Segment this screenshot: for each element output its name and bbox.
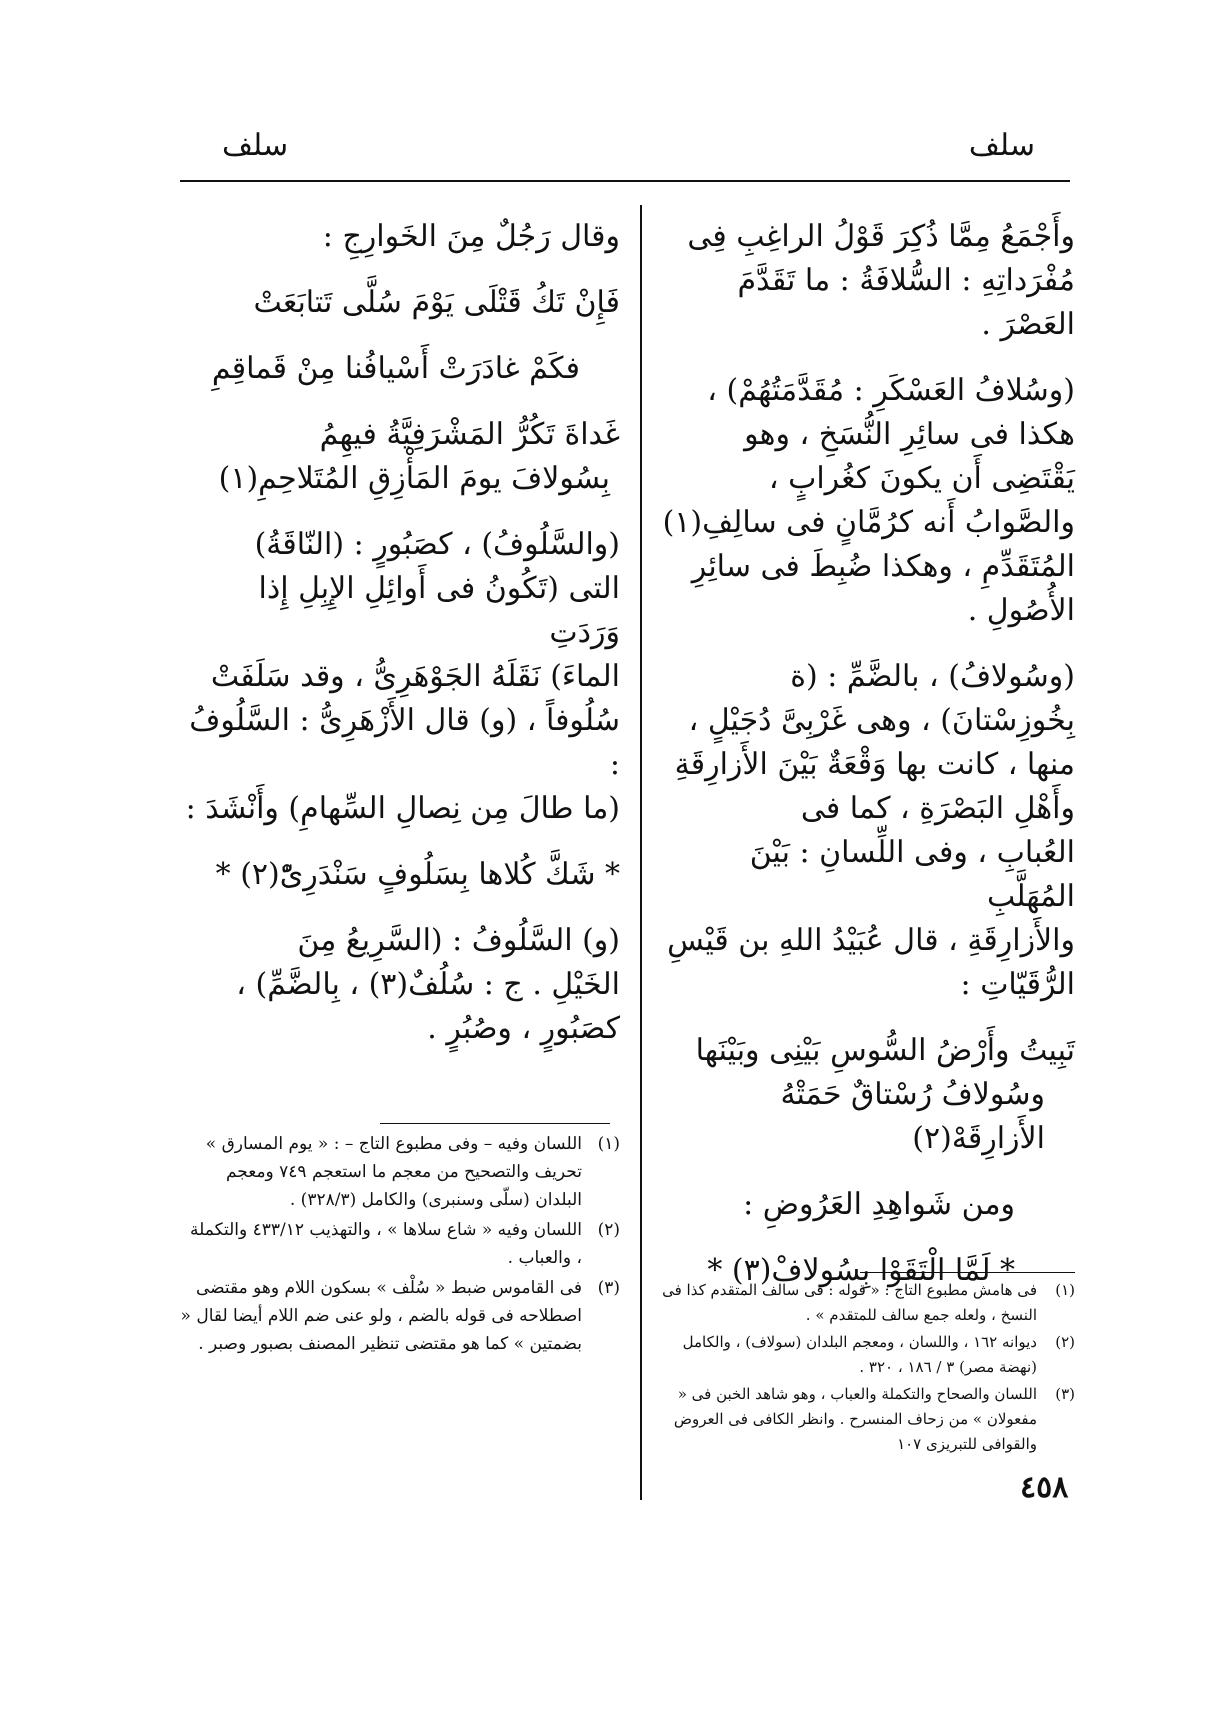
text-line: وأَجْمَعُ مِمَّا ذُكِرَ قَوْلُ الراغِبِ فِى (687, 219, 1075, 254)
footnote-text: اللسان والصحاح والتكملة والعباب ، وهو شاهد الخبن فى « مفعولان » من زحاف المنسرح . وانظر الكافى فى العروض والقوافى للتبريزى ١٠٧ (673, 1385, 1037, 1453)
footnote (660, 1382, 1075, 1457)
verse-line: غَداةَ تَكُرُّ المَشْرَفِيَّةُ فيهِمُ (319, 417, 620, 452)
text-line: المُتَقَدِّمِ ، وهكذا ضُبِطَ فى سائِرِ الأُصُولِ . (691, 549, 1075, 628)
footnote (180, 1216, 620, 1272)
footnote-text: فى هامش مطبوع التاج : « قوله : فى سالف المتقدم كذا فى النسخ ، ولعله جمع سالف للمتقدم » . (662, 1281, 1037, 1324)
text-line: الرُّقَيّاتِ : (960, 967, 1075, 1002)
text-line: ومن شَواهِدِ العَرُوضِ : (743, 1187, 1015, 1222)
text-line: منها ، كانت بها وَقْعَةٌ بَيْنَ الأَزارِقَةِ (674, 747, 1075, 782)
text-line: والأَزارِقَةِ ، قال عُبَيْدُ اللهِ بن قَيْسِ (667, 923, 1075, 958)
page-number: ٤٥٨ (1020, 1470, 1069, 1505)
footnotes-left (180, 1130, 620, 1360)
text-line: يَقْتَضِى أَن يكونَ كغُرابٍ ، (768, 461, 1075, 496)
footnote (180, 1274, 620, 1358)
left-column (180, 215, 620, 1051)
text-line: (ما طالَ مِن نِصالِ السِّهامِ) وأَنْشَدَ : (185, 791, 620, 826)
verse-line: وسُولافُ رُسْتاقٌ حَمَتْهُ الأَزارِقَهْ(٢) (780, 1077, 1045, 1156)
footnote-rule-left (380, 1123, 610, 1124)
text-line: كصَبُورٍ ، وصُبُرٍ . (427, 1011, 620, 1046)
verse-line: * شَكَّ كُلاها بِسَلُوفٍ سَنْدَرِىّْ(٢) * (215, 857, 620, 892)
text-line: الماءَ) نَقَلَهُ الجَوْهَرِىُّ ، وقد سَلَفَتْ (210, 659, 620, 694)
text-line: (و) السَّلُوفُ : (السَّرِيعُ مِنَ (297, 923, 620, 958)
running-head-left: سلف (222, 128, 289, 163)
footnote-number: (٢) (1055, 1333, 1075, 1351)
footnote-number: (٢) (597, 1220, 620, 1240)
verse-line: بِسُولافَ يومَ المَأْزِقِ المُتَلاحِمِ(١) (218, 461, 610, 496)
footnote-rule-right (860, 1272, 1075, 1273)
text-line: (وسُلافُ العَسْكَرِ : مُقَدَّمَتُهُمْ) ، (707, 373, 1075, 408)
footnote (180, 1130, 620, 1214)
text-line: الخَيْلِ . ج : سُلُفٌ(٣) ، بِالضَّمِّ) ، (236, 967, 620, 1002)
right-column (660, 215, 1075, 1293)
footnote-number: (٣) (1055, 1385, 1075, 1403)
text-line: وقال رَجُلٌ مِنَ الخَوارِجِ : (322, 219, 620, 254)
text-line: سُلُوفاً ، (و) قال الأَزْهَرِىُّ : السَّلُوفُ : (189, 703, 620, 782)
footnote-text: اللسان وفيه « شاع سلاها » ، والتهذيب ٤٣٣/١٢ والتكملة ، والعباب . (190, 1220, 582, 1268)
text-line: مُفْرَداتِهِ : السُّلافَةُ : ما تَقَدَّمَ العَصْرَ . (737, 263, 1075, 342)
header-rule (180, 180, 1070, 182)
text-line: وأَهْلِ البَصْرَةِ ، كما فى (800, 791, 1075, 826)
footnote-text: فى القاموس ضبط « سُلْف » بسكون اللام وهو مقتضى اصطلاحه فى قوله بالضم ، ولو عنى ضم اللام أيضا لقال « بضمتين » كما هو مقتضى تنظير المصنف بصبور وصبر . (180, 1278, 582, 1354)
footnote-number: (١) (1055, 1281, 1075, 1299)
footnote-number: (٣) (597, 1278, 620, 1298)
text-line: هكذا فى سائِرِ النُّسَخِ ، وهو (744, 417, 1075, 452)
text-line: بِخُوزِسْتانَ) ، وهى غَرْبِىَّ دُجَيْلٍ ، (688, 703, 1075, 738)
text-line: (وسُولافُ) ، بالضَّمِّ : (ة (790, 659, 1075, 694)
text-line: والصَّوابُ أَنه كرُمَّانٍ فى سالِفِ(١) (662, 505, 1075, 540)
running-head-right: سلف (968, 128, 1035, 163)
footnotes-right (660, 1278, 1075, 1459)
footnote-number: (١) (597, 1134, 620, 1154)
verse-line: تَبِيتُ وأَرْضُ السُّوسِ بَيْنِى وبَيْنَها (695, 1033, 1075, 1068)
verse-line: فَإِنْ تَكُ قَتْلَى يَوْمَ سُلَّى تَتابَعَتْ (253, 285, 620, 320)
text-line: (والسَّلُوفُ) ، كصَبُورٍ : (النّاقَةُ) (254, 527, 620, 562)
footnote (660, 1278, 1075, 1328)
footnote-text: اللسان وفيه – وفى مطبوع التاج – : « يوم المسارق » تحريف والتصحيح من معجم ما استعجم ٧٤٩ ومعجم البلدان (سلّى وسنبرى) والكامل (٣٢٨/٣) . (205, 1134, 582, 1210)
verse-line: فكَمْ غادَرَتْ أَسْيافُنا مِنْ قَماقِمِ (211, 351, 580, 386)
text-line: العُبابِ ، وفى اللِّسانِ : بَيْنَ المُهَلَّبِ (749, 835, 1075, 914)
footnote-text: ديوانه ١٦٢ ، واللسان ، ومعجم البلدان (سولاف) ، والكامل (نهضة مصر) ٣ / ١٨٦ ، ٣٢٠ . (682, 1333, 1037, 1376)
text-line: التى (تَكُونُ فى أَوائِلِ الإِبِلِ إِذا وَرَدَتِ (258, 571, 620, 650)
footnote (660, 1330, 1075, 1380)
column-divider (640, 205, 642, 1500)
verse-line: * لَمَّا الْتَقَوْا بِسُولافْ(٣) * (707, 1253, 1015, 1288)
